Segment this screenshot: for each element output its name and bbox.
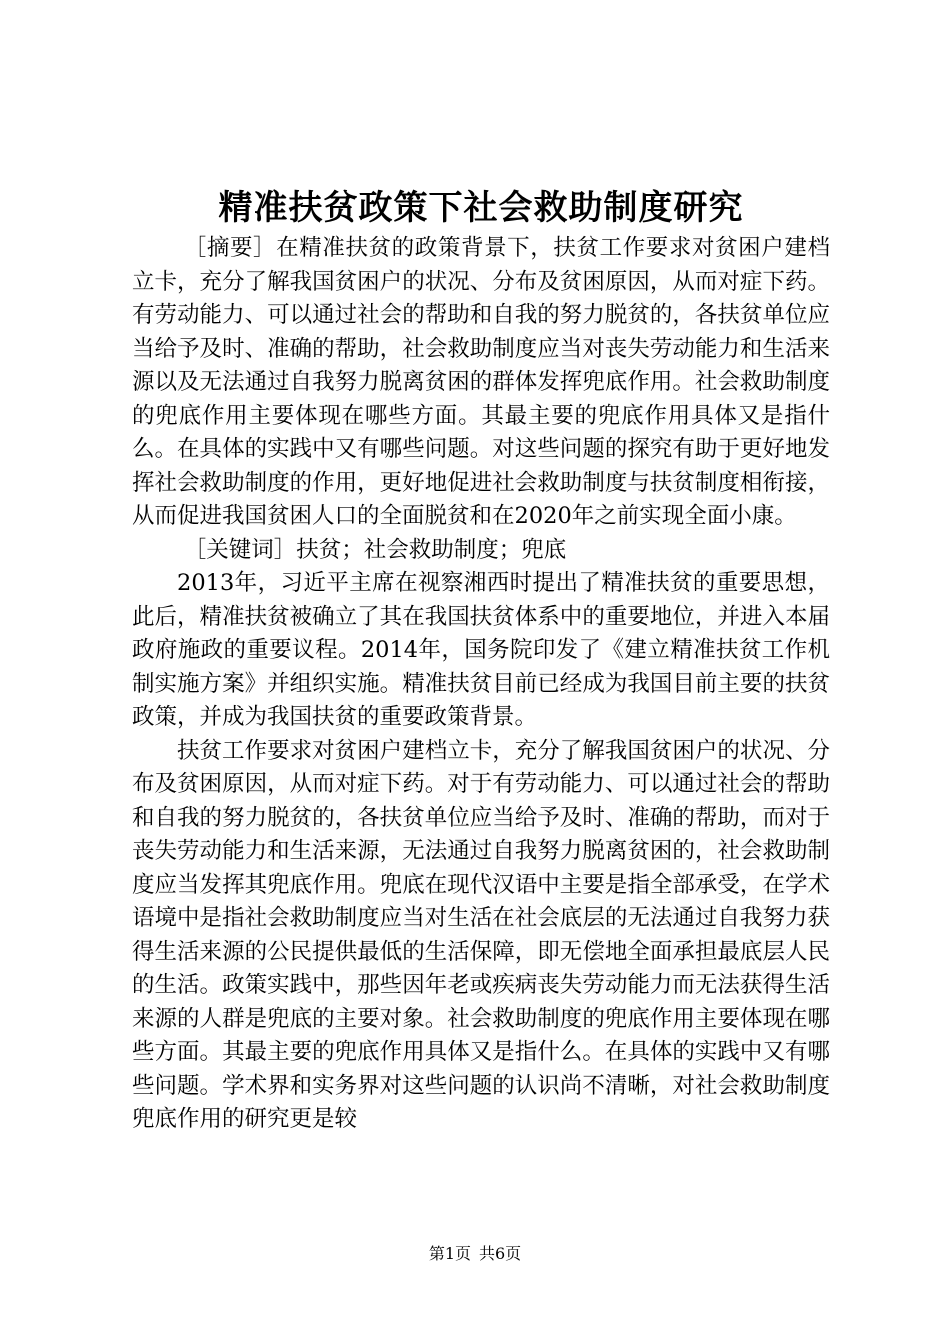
document-body [132,232,830,1137]
abstract-paragraph [132,232,830,534]
page-total: 共6页 [479,1244,522,1263]
keywords-paragraph [132,534,830,568]
page-footer [0,1244,950,1264]
body-paragraph-2: 扶贫工作要求对贫困户建档立卡，充分了解我国贫困户的状况、分布及贫困原因，从而对症下药。对于有劳动能力、可以通过社会的帮助和自我的努力脱贫的，各扶贫单位应当给予及时、准确的帮助，而对于丧失劳动能力和生活来源，无法通过自我努力脱离贫困的，社会救助制度应当发挥其兜底作用。兜底在现代汉语中主要是指全部承受，在学术语境中是指社会救助制度应当对生活在社会底层的无法通过自我努力获得生活来源的公民提供最低的生活保障，即无偿地全面承担最底层人民的生活。政策实践中，那些因年老或疾病丧失劳动能力而无法获得生活来源的人群是兜底的主要对象。社会救助制度的兜底作用主要体现在哪些方面。其最主要的兜底作用具体又是指什么。在具体的实践中又有哪些问题。学术界和实务界对这些问题的认识尚不清晰，对社会救助制度兜底作用的研究更是较 [132,737,830,1132]
abstract-label: ［摘要］ [183,235,277,261]
keywords-text: 扶贫；社会救助制度；兜底 [296,536,567,563]
abstract-text: 在精准扶贫的政策背景下，扶贫工作要求对贫困户建档立卡，充分了解我国贫困户的状况、分布及贫困原因，从而对症下药。有劳动能力、可以通过社会的帮助和自我的努力脱贫的，各扶贫单位应当给予及时、准确的帮助，社会救助制度应当对丧失劳动能力和生活来源以及无法通过自我努力脱离贫困的群体发挥兜底作用。社会救助制度的兜底作用主要体现在哪些方面。其最主要的兜底作用具体又是指什么。在具体的实践中又有哪些问题。对这些问题的探究有助于更好地发挥社会救助制度的作用，更好地促进社会救助制度与扶贫制度相衔接，从而促进我国贫困人口的全面脱贫和在2020年之前实现全面小康。 [132,235,830,529]
document-title: 精准扶贫政策下社会救助制度研究 [218,188,744,228]
page-number: 第1页 [428,1244,471,1263]
keywords-label: ［关键词］ [183,536,297,563]
body-paragraph-1: 2013年，习近平主席在视察湘西时提出了精准扶贫的重要思想，此后，精准扶贫被确立了其在我国扶贫体系中的重要地位，并进入本届政府施政的重要议程。2014年，国务院印发了《建立精准扶贫工作机制实施方案》并组织实施。精准扶贫目前已经成为我国目前主要的扶贫政策，并成为我国扶贫的重要政策背景。 [132,570,830,730]
document-page [132,184,830,1137]
